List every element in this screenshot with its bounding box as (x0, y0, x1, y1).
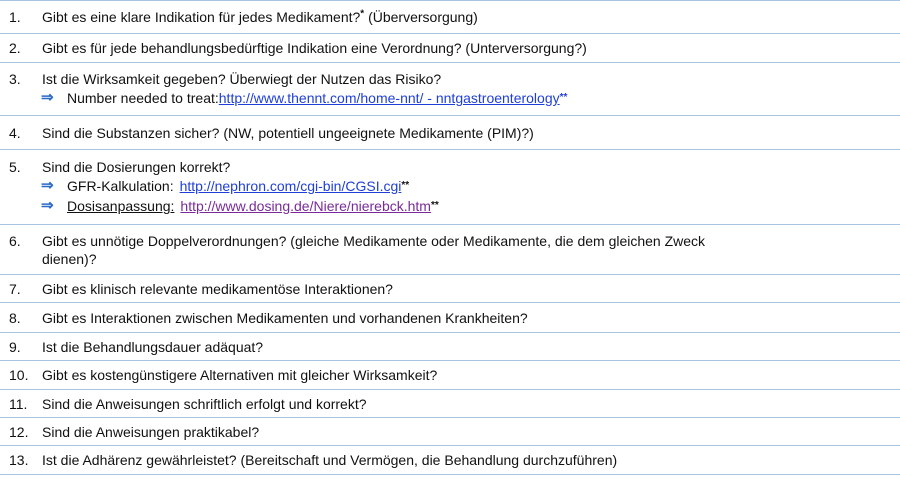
checklist-row-1 (0, 1, 900, 34)
dosing-link[interactable]: http://www.dosing.de/Niere/nierebck.htm (180, 198, 431, 214)
row-text: Gibt es unnötige Doppelverordnungen? (gleiche Medikamente oder Medikamente, die dem gleichen Zweck dienen)? (42, 232, 706, 267)
checklist-row-7 (0, 275, 900, 303)
row-number: 9. (9, 338, 21, 355)
row-number: 3. (9, 71, 21, 87)
checklist-row-10 (0, 361, 900, 390)
row-number: 2. (9, 40, 21, 56)
row-number: 1. (9, 9, 21, 25)
row-text: Ist die Adhärenz gewährleistet? (Bereitschaft und Vermögen, die Behandlung durchzuführen) (42, 452, 618, 468)
checklist-row-11 (0, 390, 900, 418)
row-text: Ist die Behandlungsdauer adäquat? (42, 338, 264, 355)
checklist-row-8 (0, 303, 900, 333)
sub-item: ⇒ Number needed to treat: http://www.thennt.com/home-nnt/ - nntgastroenterology ** (41, 89, 568, 106)
checklist-row-6 (0, 225, 900, 275)
row-number: 5. (9, 159, 21, 175)
checklist-row-4 (0, 116, 900, 150)
row-number: 11. (9, 395, 28, 412)
checklist-row-3 (0, 63, 900, 116)
checklist-row-5 (0, 150, 900, 225)
row-number: 8. (9, 309, 21, 326)
row-text: Ist die Wirksamkeit gegeben? Überwiegt der Nutzen das Risiko? (42, 71, 442, 87)
sub-item: ⇒ Dosisanpassung: http://www.dosing.de/Niere/nierebck.htm ** (41, 197, 439, 214)
row-number: 10. (9, 367, 29, 383)
right-double-arrow-icon: ⇒ (41, 89, 54, 106)
right-double-arrow-icon: ⇒ (41, 177, 54, 194)
row-text: Gibt es für jede behandlungsbedürftige Indikation eine Verordnung? (Unterversorgung?) (42, 40, 587, 56)
row-text: Sind die Dosierungen korrekt? (42, 159, 231, 175)
row-text: Gibt es Interaktionen zwischen Medikamenten und vorhandenen Krankheiten? (42, 309, 528, 326)
checklist-row-13 (0, 446, 900, 475)
row-text: Gibt es klinisch relevante medikamentöse Interaktionen? (42, 280, 393, 297)
gfr-link[interactable]: http://nephron.com/cgi-bin/CGSI.cgi (179, 178, 402, 194)
row-text: Gibt es kostengünstigere Alternativen mit gleicher Wirksamkeit? (42, 367, 438, 383)
row-text: Sind die Anweisungen schriftlich erfolgt und korrekt? (42, 395, 367, 412)
checklist-row-12 (0, 418, 900, 446)
footnote-mark: * (360, 8, 365, 20)
row-number: 6. (9, 232, 21, 249)
sub-item-label: Dosisanpassung: (67, 198, 175, 214)
nnt-link[interactable]: http://www.thennt.com/home-nnt/ - nntgastroenterology (218, 90, 560, 106)
row-text: Sind die Substanzen sicher? (NW, potentiell ungeeignete Medikamente (PIM)?) (42, 124, 534, 141)
row-number: 12. (9, 423, 29, 440)
checklist-row-9 (0, 333, 900, 361)
row-text: Gibt es eine klare Indikation für jedes Medikament?* (Überversorgung) (42, 8, 478, 25)
row-number: 4. (9, 124, 21, 141)
row-text: Sind die Anweisungen praktikabel? (42, 423, 260, 440)
row-number: 13. (9, 452, 29, 468)
sub-item: ⇒ GFR-Kalkulation: http://nephron.com/cgi-bin/CGSI.cgi ** (41, 177, 410, 194)
row-number: 7. (9, 280, 21, 297)
sub-item-label: GFR-Kalkulation: (67, 178, 174, 194)
sub-item-label: Number needed to treat: (67, 90, 219, 106)
right-double-arrow-icon: ⇒ (41, 197, 54, 214)
checklist-row-2 (0, 34, 900, 63)
